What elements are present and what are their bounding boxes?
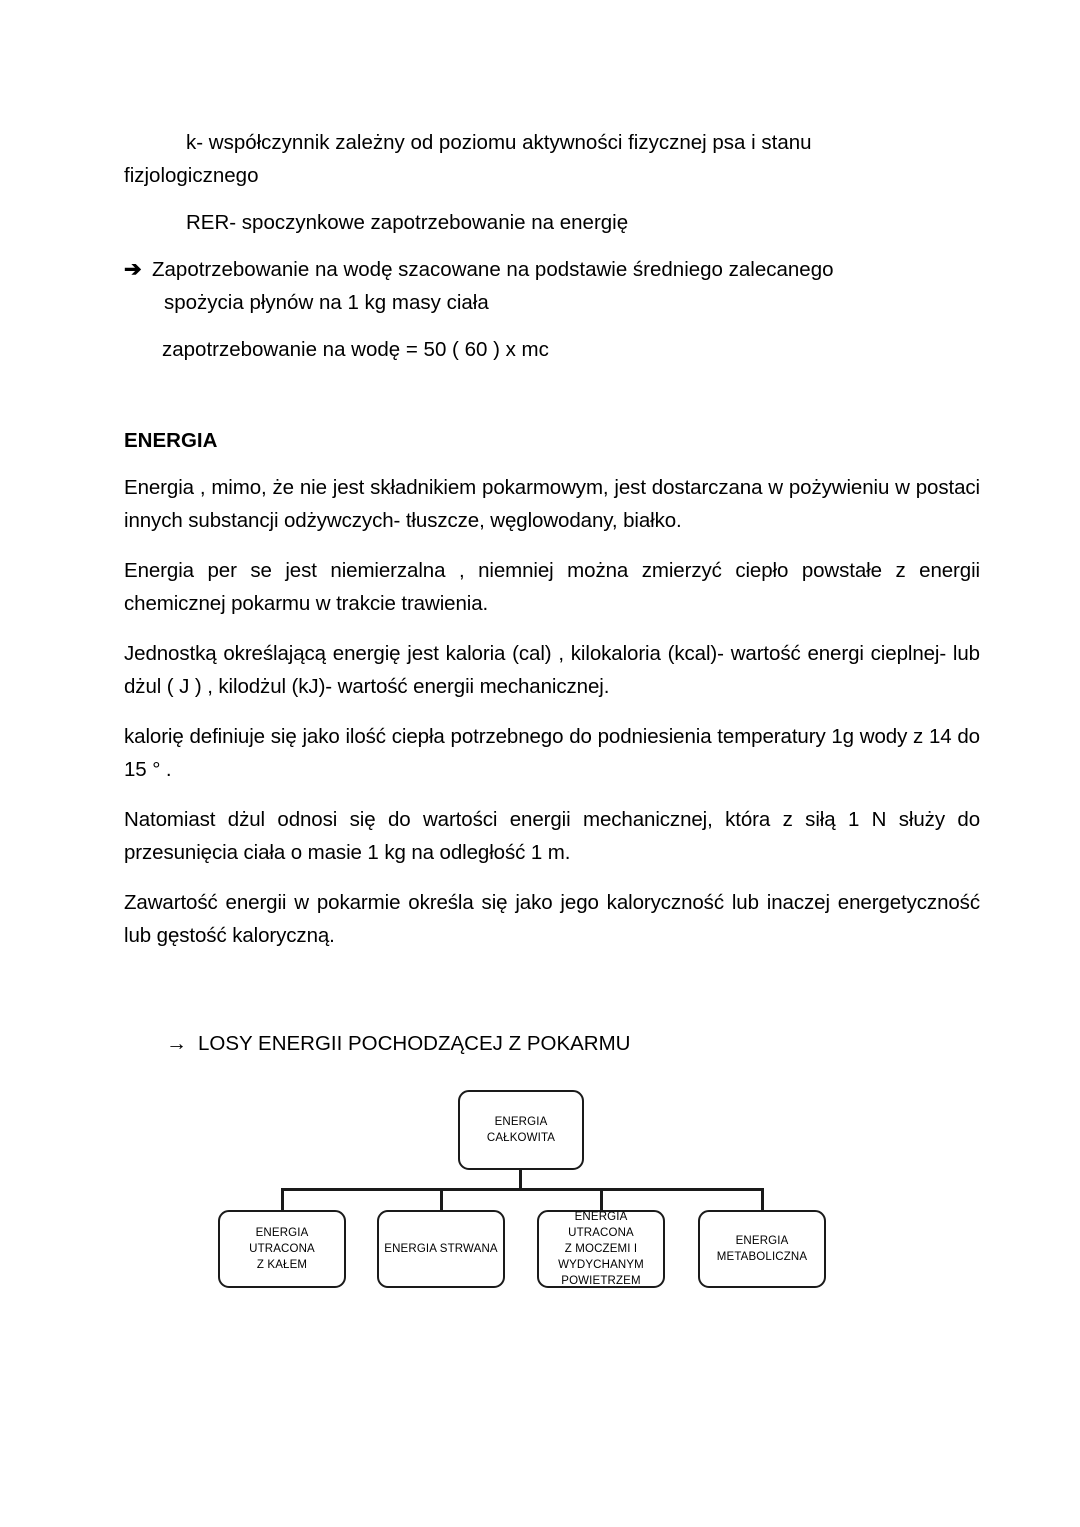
connector-drop-3 <box>600 1188 603 1210</box>
section-heading-energia: ENERGIA <box>124 429 218 452</box>
connector-root-stem <box>519 1170 522 1190</box>
document-content <box>124 126 980 1312</box>
bullet-water-requirement <box>124 253 980 286</box>
flow-node-line: Z KAŁEM <box>256 1259 308 1271</box>
spacer <box>124 319 980 333</box>
energy-fate-flowchart <box>124 1082 980 1312</box>
connector-drop-1 <box>281 1188 284 1210</box>
flow-node-line: METABOLICZNA <box>716 1251 808 1263</box>
connector-drop-4 <box>761 1188 764 1210</box>
paragraph-dzul-definicja: Natomiast dżul odnosi się do wartości energii mechanicznej, która z siłą 1 N służy do przesunięcia ciała o masie 1 kg na odległość 1 m. <box>124 808 980 864</box>
flow-node-line: POWIETRZEM <box>561 1275 641 1287</box>
definition-k-line1: k- współczynnik zależny od poziomu aktywności fizycznej psa i stanu <box>186 131 812 154</box>
connector-horizontal-bus <box>281 1188 764 1191</box>
paragraph-energia-per-se: Energia per se jest niemierzalna , niemniej można zmierzyć ciepło powstałe z energii chemicznej pokarmu w trakcie trawienia. <box>124 559 980 615</box>
bullet-water-requirement-line1: Zapotrzebowanie na wodę szacowane na podstawie średniego zalecanego <box>152 258 834 281</box>
flow-node-energia-utracona-z-kalem <box>218 1210 346 1288</box>
paragraph-kaloria-definicja: kalorię definiuje się jako ilość ciepła potrzebnego do podniesienia temperatury 1g wody z 14 do 15 ° . <box>124 725 980 781</box>
spacer <box>124 969 980 1027</box>
flow-node-line: ENERGIA STRWANA <box>384 1243 498 1255</box>
flow-node-line: ENERGIA UTRACONA <box>249 1227 315 1255</box>
flow-node-line: ENERGIA <box>735 1235 789 1247</box>
chart-heading-label: LOSY ENERGII POCHODZĄCEJ Z POKARMU <box>198 1032 631 1055</box>
flow-node-energia-metaboliczna <box>698 1210 826 1288</box>
flow-node-energia-calkowita <box>458 1090 584 1170</box>
chart-heading <box>166 1027 980 1060</box>
paragraph-zawartosc-energii: Zawartość energii w pokarmie określa się jako jego kaloryczność lub inaczej energetyczność lub gęstość kaloryczną. <box>124 891 980 947</box>
right-arrow-icon: ➔ <box>124 258 142 281</box>
paragraph-energia-intro: Energia , mimo, że nie jest składnikiem pokarmowym, jest dostarczana w pożywieniu w postaci innych substancji odżywczych- tłuszcze, węglowodany, białko. <box>124 476 980 532</box>
connector-drop-2 <box>440 1188 443 1210</box>
spacer <box>124 192 980 206</box>
arrow-right-thin-icon: → <box>166 1032 187 1055</box>
flow-node-line: ENERGIA UTRACONA <box>568 1211 634 1239</box>
definition-k-line2: fizjologicznego <box>124 164 259 187</box>
flow-node-line: CAŁKOWITA <box>486 1132 556 1144</box>
water-requirement-formula: zapotrzebowanie na wodę = 50 ( 60 ) x mc <box>162 338 549 361</box>
flow-node-energia-utracona-z-moczem <box>537 1210 665 1288</box>
spacer <box>124 239 980 253</box>
flow-node-line: Z MOCZEMI I <box>564 1243 638 1255</box>
bullet-water-requirement-line2: spożycia płynów na 1 kg masy ciała <box>164 291 489 314</box>
spacer <box>124 366 980 424</box>
flow-node-line: WYDYCHANYM <box>558 1259 644 1271</box>
definition-rer: RER- spoczynkowe zapotrzebowanie na energię <box>186 211 629 234</box>
paragraph-jednostka: Jednostką określającą energię jest kaloria (cal) , kilokaloria (kcal)- wartość energi cieplnej- lub dżul ( J ) , kilodżul (kJ)- wartość energii mechanicznej. <box>124 642 980 698</box>
flow-node-energia-strwana <box>377 1210 505 1288</box>
flow-node-line: ENERGIA <box>494 1116 548 1128</box>
